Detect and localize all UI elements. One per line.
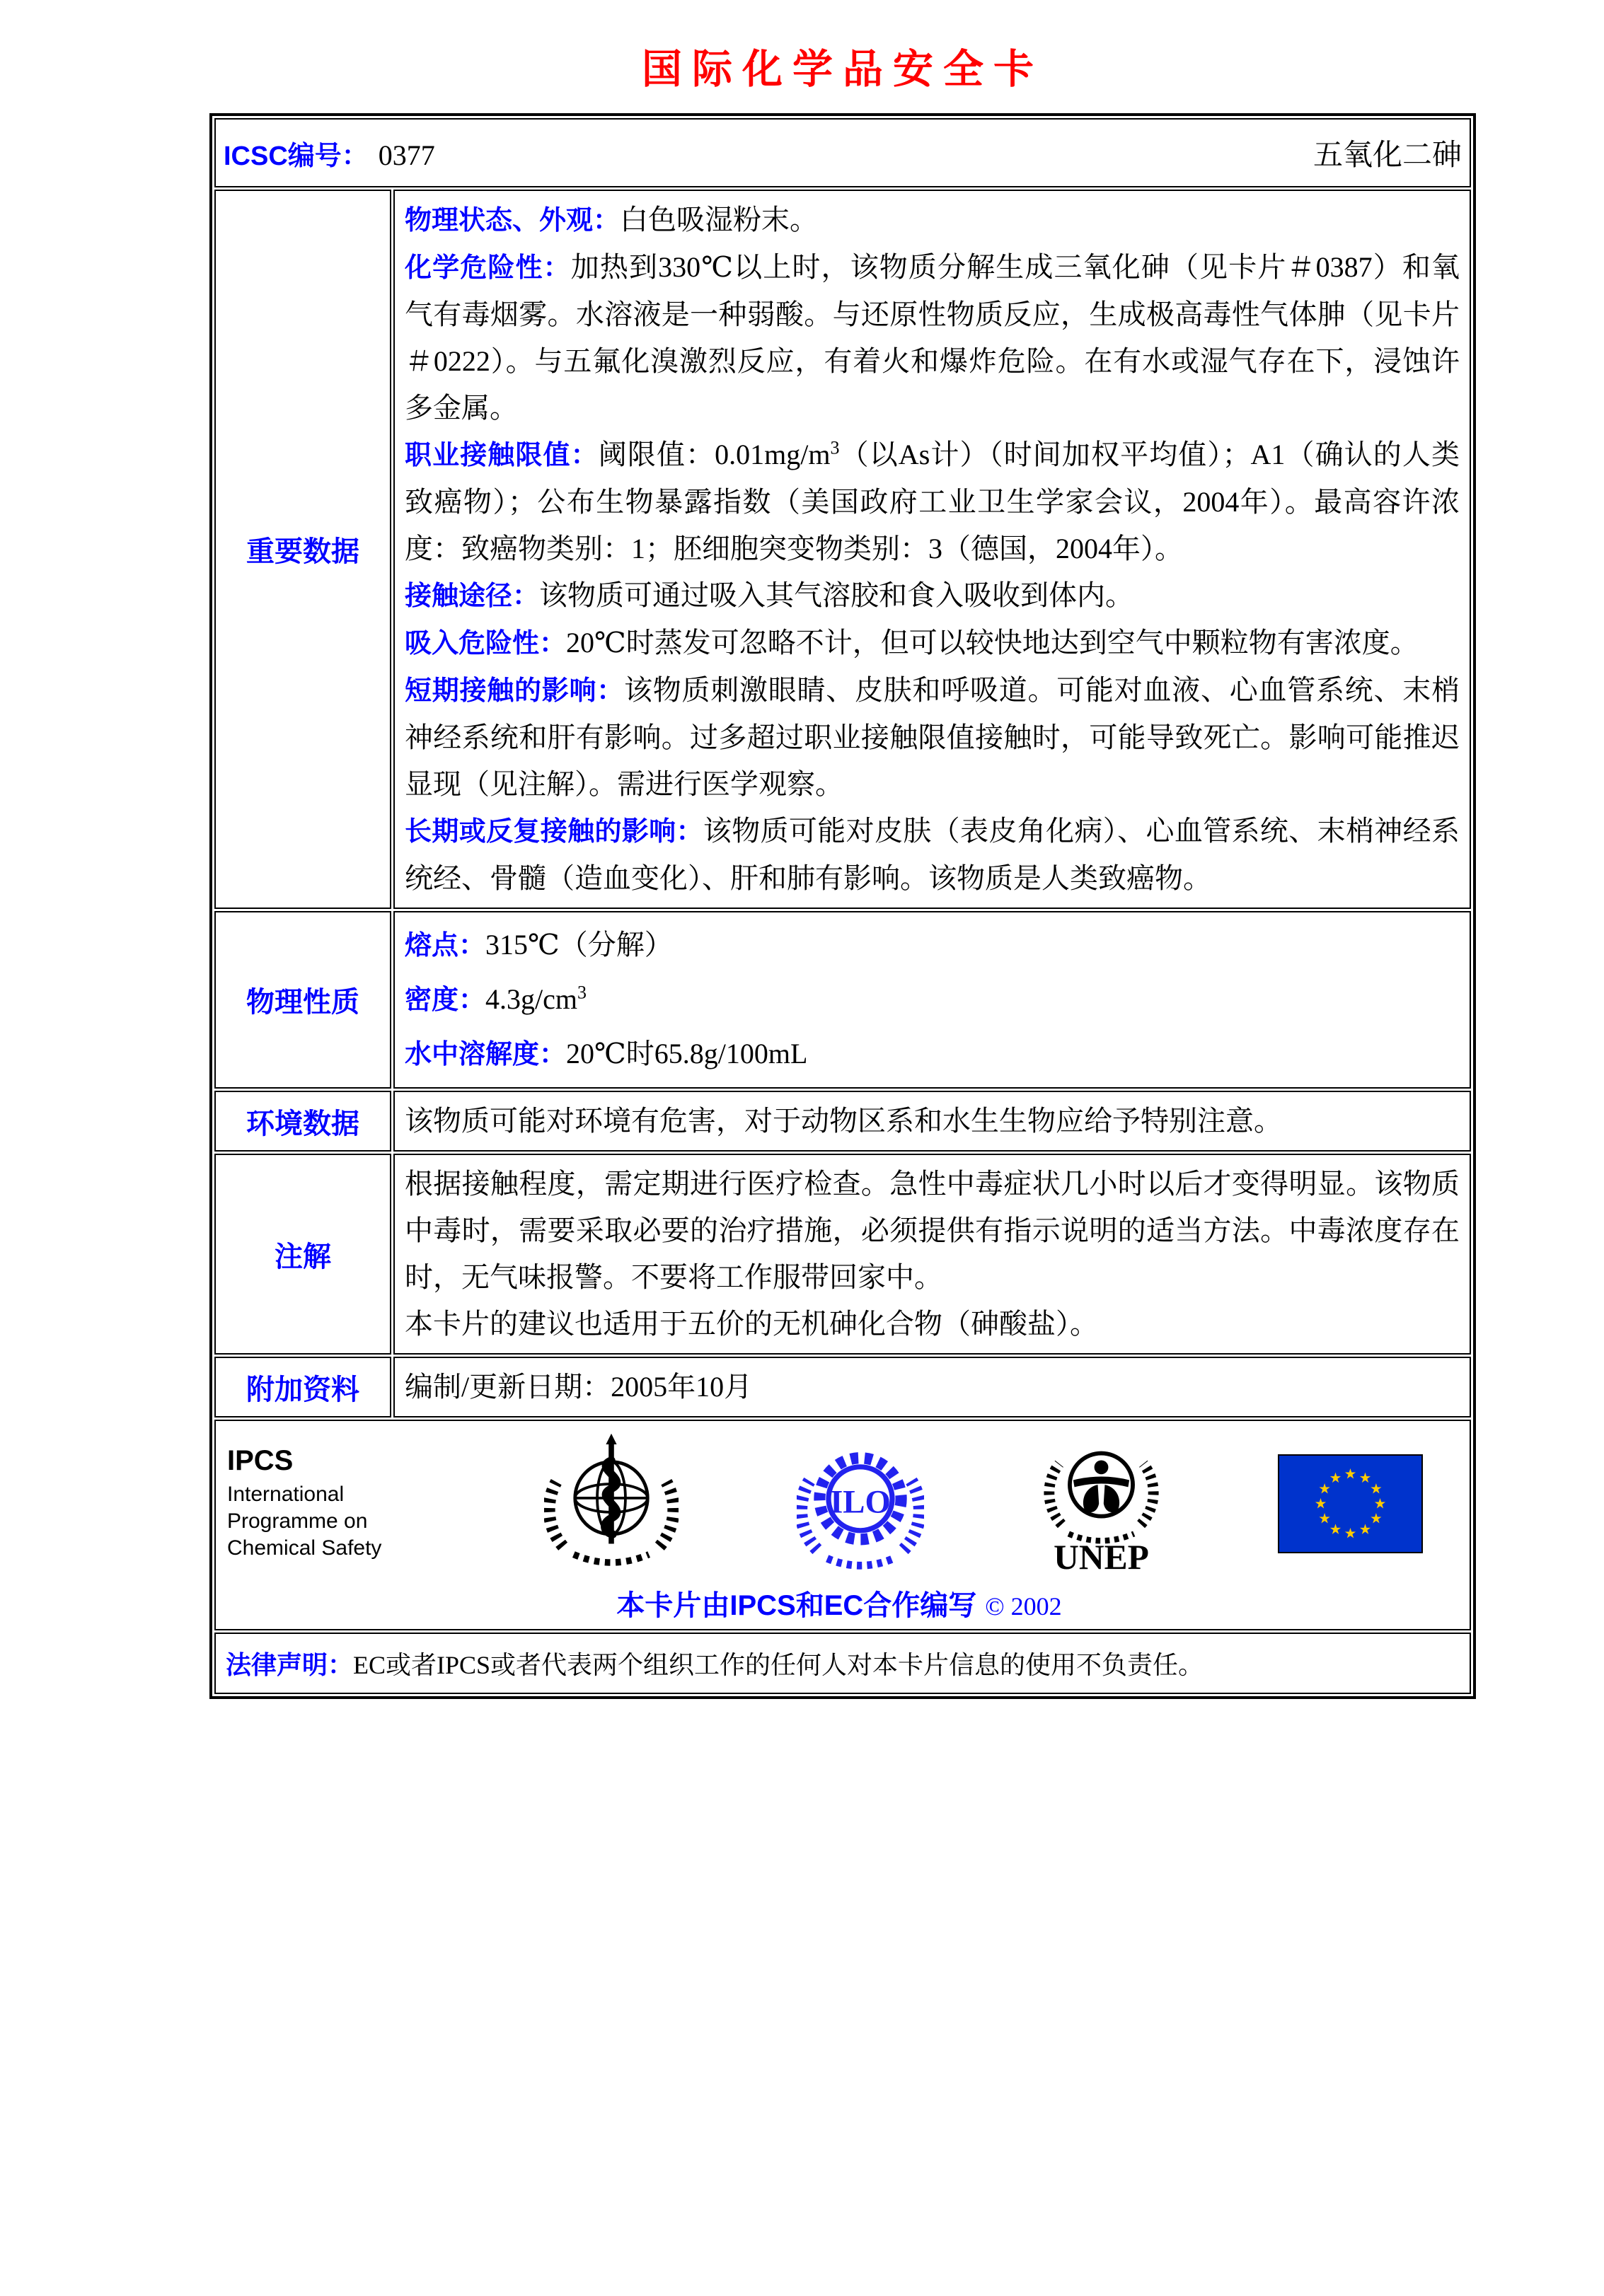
ipcs-text-block	[227, 1445, 425, 1562]
notes-row-label: 注解	[214, 1154, 391, 1355]
superscript-3: 3	[830, 437, 840, 458]
item-text: 20℃时蒸发可忽略不计，但可以较快地达到空气中颗粒物有害浓度。	[566, 627, 1419, 659]
additional-info-row	[214, 1357, 1471, 1417]
ipcs-line-1: International	[227, 1483, 345, 1506]
density-line	[405, 973, 1460, 1027]
solubility-value: 20℃时65.8g/100mL	[566, 1038, 808, 1069]
ipcs-acronym: IPCS	[227, 1445, 294, 1476]
ilo-logo	[797, 1437, 924, 1571]
copyright-text: © 2002	[985, 1592, 1062, 1620]
item-label: 长期或反复接触的影响：	[405, 817, 703, 847]
ipcs-line-2: Programme on	[227, 1509, 368, 1533]
physical-properties-content	[393, 911, 1471, 1089]
important-data-row	[214, 190, 1471, 909]
physical-state-item	[405, 197, 1460, 244]
item-text-post: （以As计）（时间加权平均值）；A1（确认的人类致癌物）；公布生物暴露指数（美国政府工业卫生学家会议，2004年）。最高容许浓度：致癌物类别：1；胚细胞突变物类别：3（德国，2004年）。	[405, 439, 1460, 564]
item-label: 职业接触限值：	[405, 441, 599, 470]
superscript-3: 3	[577, 982, 587, 1003]
credit-text: 本卡片由IPCS和EC合作编写	[616, 1590, 977, 1621]
item-label: 吸入危险性：	[405, 629, 567, 659]
physical-properties-row	[214, 911, 1471, 1089]
solubility-line	[405, 1027, 1460, 1082]
icsc-card-table	[209, 113, 1476, 1699]
long-term-effects-item	[405, 808, 1460, 902]
notes-content	[393, 1154, 1471, 1355]
unep-logo	[1043, 1431, 1160, 1576]
exposure-routes-item	[405, 572, 1460, 620]
notes-paragraph-2: 本卡片的建议也适用于五价的无机砷化合物（砷酸盐）。	[405, 1308, 1098, 1340]
important-data-row-label: 重要数据	[214, 190, 391, 909]
important-data-content	[393, 190, 1471, 909]
item-text: 该物质可通过吸入其气溶胶和食入吸收到体内。	[539, 579, 1134, 611]
item-label: 接触途径：	[405, 581, 540, 611]
logos-row	[214, 1420, 1471, 1630]
inhalation-risk-item	[405, 620, 1460, 667]
header-row	[214, 118, 1471, 187]
melting-point-value: 315℃（分解）	[485, 929, 673, 961]
credit-line	[227, 1583, 1451, 1623]
legal-row	[214, 1633, 1471, 1694]
density-value: 4.3g/cm	[485, 983, 577, 1015]
physical-properties-row-label: 物理性质	[214, 911, 391, 1089]
short-term-effects-item	[405, 667, 1460, 808]
icsc-number-value: 0377	[378, 139, 435, 171]
item-text-pre: 阈限值：0.01mg/m	[598, 439, 831, 470]
item-label: 短期接触的影响：	[405, 676, 624, 706]
density-label: 密度：	[405, 985, 486, 1015]
environmental-data-row-label: 环境数据	[214, 1091, 391, 1152]
item-label: 物理状态、外观：	[405, 206, 621, 236]
additional-info-row-label: 附加资料	[214, 1357, 391, 1417]
item-label: 化学危险性：	[405, 253, 571, 283]
notes-row	[214, 1154, 1471, 1355]
occupational-limit-item	[405, 431, 1460, 572]
chemical-name: 五氧化二砷	[1312, 139, 1462, 172]
who-logo	[544, 1431, 679, 1576]
legal-text: EC或者IPCS或者代表两个组织工作的任何人对本卡片信息的使用不负责任。	[353, 1651, 1204, 1679]
solubility-label: 水中溶解度：	[405, 1040, 567, 1069]
chemical-danger-item	[405, 244, 1460, 431]
additional-info-content: 编制/更新日期：2005年10月	[393, 1357, 1471, 1417]
item-text: 该物质可能对皮肤（表皮角化病）、心血管系统、末梢神经系统经、骨髓（造血变化）、肝和肺有影响。该物质是人类致癌物。	[405, 815, 1460, 894]
environmental-data-row	[214, 1091, 1471, 1152]
melting-point-label: 熔点：	[405, 931, 486, 961]
legal-label: 法律声明：	[226, 1650, 354, 1679]
item-text: 加热到330℃以上时，该物质分解生成三氧化砷（见卡片＃0387）和氧气有毒烟雾。水溶液是一种弱酸。与还原性物质反应，生成极高毒性气体胂（见卡片＃0222）。与五氟化溴激烈反应，有着火和爆炸危险。在有水或湿气存在下，浸蚀许多金属。	[405, 251, 1460, 424]
item-text: 该物质刺激眼睛、皮肤和呼吸道。可能对血液、心血管系统、末梢神经系统和肝有影响。过多超过职业接触限值接触时，可能导致死亡。影响可能推迟显现（见注解）。需进行医学观察。	[405, 674, 1460, 800]
notes-paragraph-1: 根据接触程度，需定期进行医疗检查。急性中毒症状几小时以后才变得明显。该物质中毒时，需要采取必要的治疗措施，必须提供有指示说明的适当方法。中毒浓度存在时，无气味报警。不要将工作服带回家中。	[405, 1168, 1460, 1293]
item-text: 白色吸湿粉末。	[620, 204, 819, 236]
page-title: 国际化学品安全卡	[642, 47, 1044, 92]
ilo-letters: ILO	[830, 1483, 891, 1521]
ipcs-line-3: Chemical Safety	[227, 1536, 382, 1560]
unep-letters: UNEP	[1053, 1537, 1149, 1576]
icsc-number-group	[224, 134, 435, 173]
environmental-data-content: 该物质可能对环境有危害，对于动物区系和水生生物应给予特别注意。	[393, 1091, 1471, 1152]
melting-point-line	[405, 918, 1460, 973]
icsc-number-label: ICSC编号：	[224, 141, 369, 171]
eu-flag-logo	[1278, 1454, 1423, 1553]
